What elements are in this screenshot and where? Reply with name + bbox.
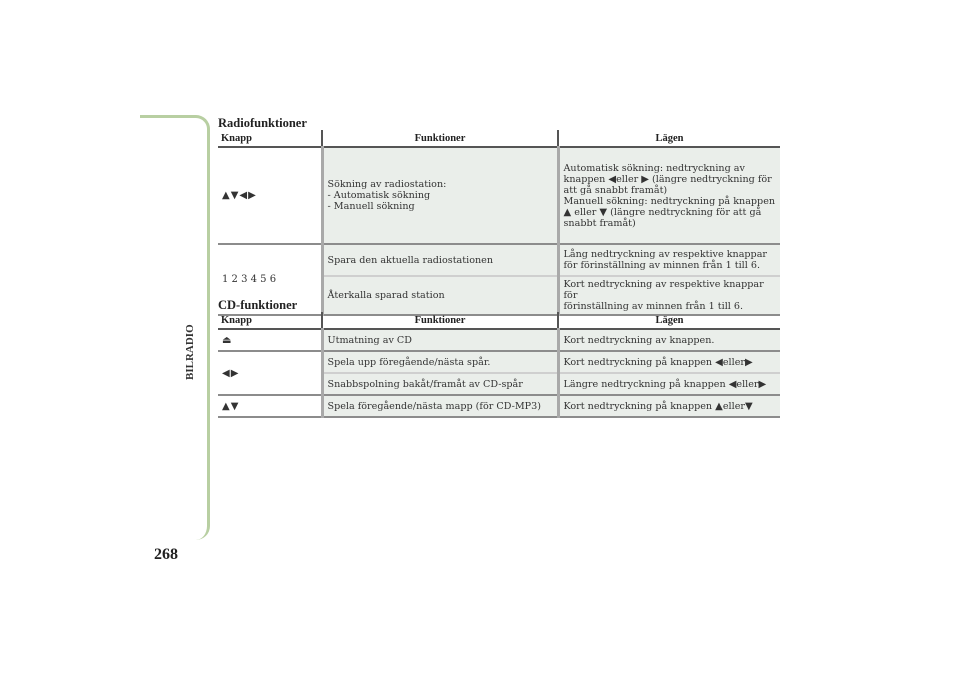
radio-header-lagen: Lägen — [558, 130, 780, 147]
cd-header-knapp: Knapp — [218, 312, 322, 329]
cd-table — [218, 312, 780, 418]
radio-row-search — [218, 147, 780, 244]
radio-row-recall-function: Återkalla sparad station — [322, 276, 558, 315]
cd-row-folder — [218, 395, 780, 417]
cd-title: CD-funktioner — [218, 298, 298, 312]
cd-row-folder-mode: Kort nedtryckning på knappen ▲eller▼ — [558, 395, 780, 417]
eject-icon: ⏏ — [218, 329, 322, 351]
radio-row-save-mode: Lång nedtryckning av respektive knappar för förinställning av minnen från 1 till 6. — [558, 244, 780, 276]
up-arrow-icon: ▲ — [563, 206, 572, 218]
preset-keys: 1 2 3 4 5 6 — [218, 244, 322, 315]
mode-line: att gå snabbt framåt) — [563, 184, 668, 196]
radio-header-funktioner: Funktioner — [322, 130, 558, 147]
up-down-keys-icon: ▲▼ — [218, 395, 322, 417]
func-line: Sökning av radiostation: — [327, 179, 447, 190]
right-arrow-icon: ▶ — [641, 173, 649, 185]
arrow-keys-icon: ▲▼◀▶ — [218, 147, 322, 244]
cd-header-funktioner: Funktioner — [322, 312, 558, 329]
cd-row-seek-function: Snabbspolning bakåt/framåt av CD-spår — [322, 373, 558, 395]
left-arrow-icon: ◀ — [715, 356, 723, 368]
down-arrow-icon: ▼ — [744, 400, 753, 412]
radio-section — [218, 116, 780, 316]
mode-line: Automatisk sökning: nedtryckning av — [563, 162, 745, 174]
down-arrow-icon: ▼ — [599, 206, 608, 218]
cd-row-eject — [218, 329, 780, 351]
radio-title: Radiofunktioner — [218, 116, 307, 130]
mode-line: ▲ eller ▼ (längre nedtryckning för att gå — [563, 206, 762, 218]
right-arrow-icon: ▶ — [758, 378, 767, 390]
mode-line: knappen ◀eller ▶ (längre nedtryckning för — [563, 173, 772, 185]
up-arrow-icon: ▲ — [715, 400, 723, 412]
func-line: - Automatisk sökning — [327, 190, 431, 201]
radio-row-save-function: Spara den aktuella radiostationen — [322, 244, 558, 276]
cd-row-seek-mode: Längre nedtryckning på knappen ◀eller▶ — [558, 373, 780, 395]
radio-row-search-function — [322, 147, 558, 244]
cd-row-eject-mode: Kort nedtryckning av knappen. — [558, 329, 780, 351]
cd-row-folder-function: Spela föregående/nästa mapp (för CD-MP3) — [322, 395, 558, 417]
page-side-bar — [140, 115, 210, 540]
right-arrow-icon: ▶ — [744, 356, 753, 368]
cd-header-row — [218, 312, 780, 329]
func-line: - Manuell sökning — [327, 201, 415, 212]
cd-section — [218, 298, 780, 418]
cd-row-track-mode: Kort nedtryckning på knappen ◀eller▶ — [558, 351, 780, 373]
radio-row-save — [218, 244, 780, 276]
page-number: 268 — [154, 546, 178, 563]
radio-row-recall-mode: Kort nedtryckning av respektive knappar för förinställning av minnen från 1 till 6. — [558, 276, 780, 315]
radio-table — [218, 130, 780, 316]
left-arrow-icon: ◀ — [728, 378, 737, 390]
mode-line: snabbt framåt) — [563, 217, 636, 229]
cd-header-lagen: Lägen — [558, 312, 780, 329]
left-right-keys-icon: ◀▶ — [218, 351, 322, 395]
side-label: BILRADIO — [184, 324, 196, 380]
mode-line: Manuell sökning: nedtryckning på knappen — [563, 195, 776, 207]
radio-header-row — [218, 130, 780, 147]
cd-row-track-function: Spela upp föregående/nästa spår. — [322, 351, 558, 373]
radio-header-knapp: Knapp — [218, 130, 322, 147]
cd-row-eject-function: Utmatning av CD — [322, 329, 558, 351]
cd-row-track — [218, 351, 780, 373]
radio-row-search-mode — [558, 147, 780, 244]
left-arrow-icon: ◀ — [608, 173, 617, 185]
